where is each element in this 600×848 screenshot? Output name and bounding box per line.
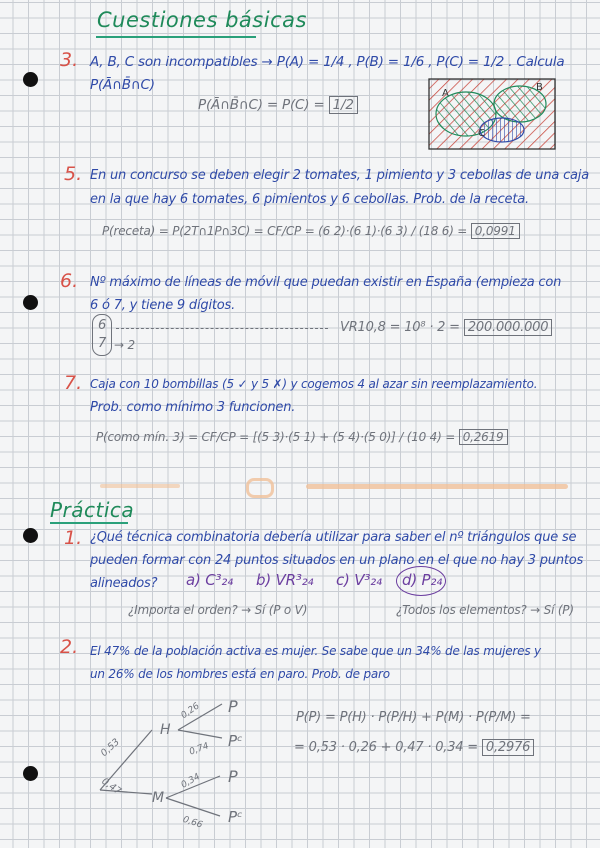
p2-answer: 0,2976 [482, 739, 534, 756]
venn-label-c: C [478, 128, 485, 139]
binder-hole [23, 528, 38, 543]
venn-label-a: A [442, 88, 449, 99]
tree-node-m-pc: Pᶜ [228, 808, 243, 826]
q6-digit-loop [92, 314, 112, 356]
p1-line2: pueden formar con 24 puntos situados en un plano en el que no hay 3 puntos [90, 553, 584, 568]
q7-solution [96, 430, 508, 444]
practica-title: Práctica [50, 498, 135, 522]
page-title: Cuestiones básicas [97, 8, 307, 32]
tree-prob-p-h: 0,26 [179, 701, 202, 722]
p1-option-a: a) C³₂₄ [186, 571, 233, 589]
p2-line2: un 26% de los hombres está en paro. Prob. de paro [90, 667, 390, 681]
tree-branch-h-pc [178, 730, 222, 738]
binder-hole [23, 766, 38, 781]
tree-prob-h: 0,53 [98, 736, 122, 759]
binder-hole [23, 295, 38, 310]
tree-prob-pc-m: 0,66 [181, 814, 204, 831]
q7-solution-text: P(como mín. 3) = CF/CP = [(5 3)·(5 1) + (5 4)·(5 0)] / (10 4) = [96, 430, 456, 444]
q7-number: 7. [64, 372, 83, 394]
q3-line1: A, B, C son incompatibles → P(A) = 1/4 , P(B) = 1/6 , P(C) = 1/2 . Calcula [90, 54, 565, 70]
p1-line3: alineados? [90, 576, 158, 591]
binder-hole [23, 72, 38, 87]
q3-number: 3. [60, 49, 79, 71]
q3-answer: 1/2 [329, 96, 358, 114]
p1-option-b: b) VR³₂₄ [256, 571, 314, 589]
orange-highlight-mark [246, 478, 274, 498]
p2-line1: El 47% de la población activa es mujer. Se sabe que un 34% de las mujeres y [90, 644, 541, 658]
venn-diagram [428, 78, 556, 150]
tree-node-m-p: P [228, 767, 238, 786]
p2-solution2 [294, 740, 534, 755]
tree-node-h-p: P [228, 697, 238, 716]
p1-number: 1. [64, 527, 83, 549]
p1-answer-circle [396, 566, 446, 596]
tree-node-m: M [152, 790, 165, 806]
q3-line2: P(Ā∩B̄∩C) [90, 77, 155, 93]
q6-arrow: → 2 [114, 338, 135, 352]
q5-line1: En un concurso se deben elegir 2 tomates, 1 pimiento y 3 cebollas de una caja [90, 168, 589, 183]
tree-prob-m: 0,47 [99, 776, 124, 798]
q6-line2: 6 ó 7, y tiene 9 dígitos. [90, 298, 236, 313]
q6-solution-text: VR10,8 = 10⁸ · 2 = [340, 320, 460, 335]
q6-line1: Nº máximo de líneas de móvil que puedan existir en España (empieza con [90, 275, 562, 290]
q5-solution [102, 224, 520, 238]
p1-note2: ¿Todos los elementos? → Sí (P) [396, 603, 574, 617]
orange-highlight-stroke [306, 484, 568, 489]
p1-line1: ¿Qué técnica combinatoria debería utilizar para saber el nº triángulos que se [90, 530, 577, 545]
q6-digit-bottom: 7 [98, 336, 107, 351]
q5-line2: en la que hay 6 tomates, 6 pimientos y 6 cebollas. Prob. de la receta. [90, 192, 529, 207]
p2-number: 2. [60, 636, 79, 658]
q6-digit-top: 6 [98, 318, 107, 333]
practica-underline [50, 522, 128, 524]
probability-tree [90, 690, 280, 840]
p2-solution1: P(P) = P(H) · P(P/H) + P(M) · P(P/M) = [296, 710, 531, 725]
q6-answer: 200.000.000 [464, 319, 553, 336]
q3-solution [198, 97, 358, 113]
q7-answer: 0,2619 [459, 429, 508, 445]
tree-node-h: H [160, 722, 171, 738]
q6-dash-line [116, 328, 328, 329]
venn-set-c [480, 118, 524, 142]
tree-prob-p-m: 0,34 [179, 771, 202, 791]
orange-highlight-stroke-left [100, 484, 180, 488]
p1-note1: ¿Importa el orden? → Sí (P o V) [128, 603, 308, 617]
title-underline [96, 36, 256, 38]
venn-label-b: B [536, 82, 543, 93]
q7-line2: Prob. como mínimo 3 funcionen. [90, 400, 296, 415]
tree-node-h-pc: Pᶜ [228, 732, 243, 750]
q5-answer: 0,0991 [471, 223, 520, 239]
tree-prob-pc-h: 0,74 [188, 741, 211, 758]
p1-option-c: c) V³₂₄ [336, 571, 382, 589]
q6-solution [340, 320, 552, 335]
p2-solution2-text: = 0,53 · 0,26 + 0,47 · 0,34 = [294, 740, 478, 755]
tree-branch-m-pc [166, 798, 220, 816]
q6-number: 6. [60, 270, 79, 292]
q5-solution-text: P(receta) = P(2T∩1P∩3C) = CF/CP = (6 2)·(6 1)·(6 3) / (18 6) = [102, 224, 468, 238]
q5-number: 5. [64, 163, 83, 185]
q3-solution-text: P(Ā∩B̄∩C) = P(C) = [198, 97, 325, 113]
q7-line1: Caja con 10 bombillas (5 ✓ y 5 ✗) y cogemos 4 al azar sin reemplazamiento. [90, 377, 538, 391]
p1-option-d: d) P₂₄ [402, 571, 443, 589]
